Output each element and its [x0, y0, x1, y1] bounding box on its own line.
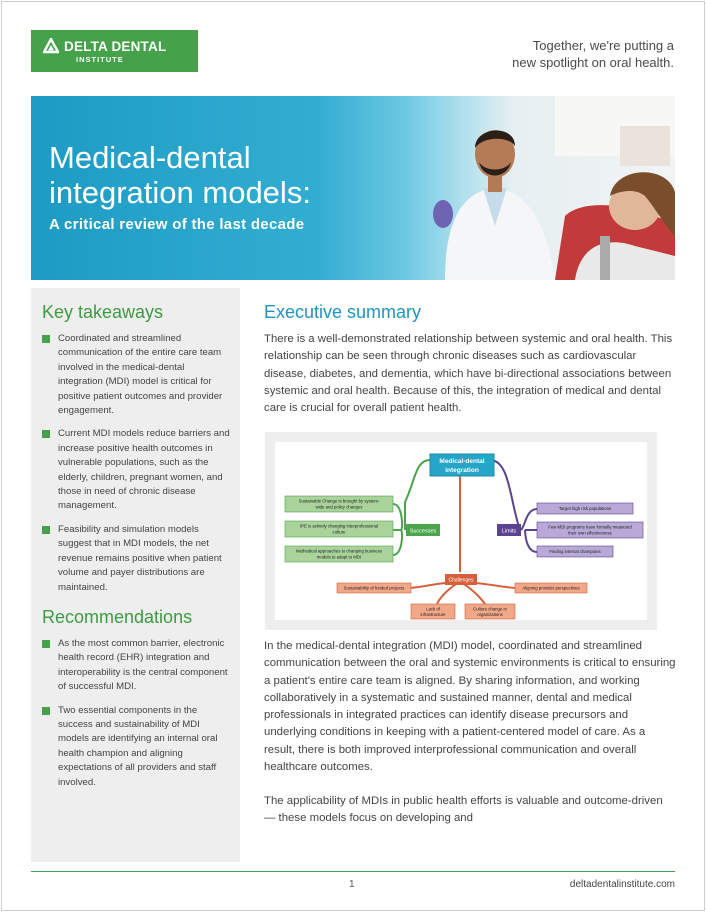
dentist-patient-photo — [405, 96, 675, 280]
logo-name: DELTA DENTAL — [64, 38, 167, 54]
recommendation-item: Two essential components in the success and sustainability of MDI models are identifying an internal oral health champion and aligning expectations of all providers and staff involved. — [42, 704, 230, 790]
footer-divider — [31, 871, 675, 872]
challenge-item-text: Aligning provider perspectives — [522, 585, 580, 591]
connector-challenge-items — [410, 582, 515, 604]
sidebar-panel — [31, 288, 240, 862]
success-item-text: Sustainable Change is brought by system- — [298, 498, 380, 504]
takeaway-item: Current MDI models reduce barriers and increase positive health outcomes in vulnerable populations, such as the elderly, children, pregnant women, and those in need of chronic disease management. — [42, 427, 230, 513]
limit-item-text: Finding internal champions — [549, 549, 601, 554]
banner-title — [49, 140, 429, 210]
recommendation-item: As the most common barrier, electronic health record (EHR) integration and interoperability is the central component of successful MDI. — [42, 637, 230, 695]
challenge-item-text: infrastructure — [420, 612, 446, 617]
delta-dental-logo[interactable] — [31, 30, 198, 72]
connector-success-items — [393, 504, 402, 555]
success-item-text: IPE is actively changing interprofessional — [299, 523, 379, 529]
recommendations-heading: Recommendations — [42, 606, 193, 627]
logo-subtitle: INSTITUTE — [76, 55, 124, 64]
connector-limit-items — [520, 509, 537, 552]
success-item-text: wide and policy changes — [315, 504, 363, 510]
executive-summary-heading: Executive summary — [264, 302, 422, 322]
banner-subtitle: A critical review of the last decade — [49, 216, 305, 233]
mind-map-canvas — [275, 442, 647, 620]
limit-item-text: their own effectiveness — [568, 530, 612, 536]
tagline-line-2: new spotlight on oral health. — [512, 55, 674, 70]
takeaway-item: Coordinated and streamlined communication of the entire care team involved in the medical-dental integration (MDI) model is critical for positive patient outcomes and provider engagement. — [42, 332, 230, 418]
executive-summary — [264, 302, 676, 417]
banner-title-line-1: Medical-dental — [49, 140, 251, 175]
banner-title-line-2: integration models: — [49, 175, 311, 210]
summary-paragraph-3: The applicability of MDIs in public health efforts is valuable and outcome-driven — these models focus on developing and — [264, 795, 663, 825]
success-item-text: culture — [332, 529, 346, 535]
limit-item-text: Few MDI programs have formally measured — [548, 524, 632, 530]
tagline — [434, 37, 674, 71]
page-number: 1 — [349, 879, 355, 890]
key-takeaways-heading: Key takeaways — [42, 302, 164, 322]
tagline-line-1: Together, we're putting a — [532, 38, 674, 53]
success-item-text: Methodical approaches to changing business — [296, 548, 382, 554]
limits-label: Limits — [501, 528, 517, 535]
successes-label: Successes — [409, 528, 437, 535]
center-node-label-2: integration — [445, 467, 479, 474]
limit-item-text: Target high risk populations — [558, 506, 612, 511]
challenge-item-text: Culture change in — [473, 606, 507, 612]
challenge-item-text: Sustainability of funded projects — [343, 585, 405, 591]
challenges-label: Challenges — [448, 577, 474, 584]
summary-paragraph-2: In the medical-dental integration (MDI) model, coordinated and streamlined communication between the oral and systemic environments is critical to ensuring a patient's entire care team is aligned. By sharing information, and working collaboratively in a systematic and sustained manner, dental and medical professionals in integrated practices can identify disease precursors and underlying conditions in keeping with a patient-centered model of care. As a result, there is both improved interprofessional communication and overall healthcare outcomes. — [264, 640, 676, 774]
takeaway-item: Feasibility and simulation models suggest that in MDI models, the net revenue remains positive when patient volume and payer distributions are maintained. — [42, 523, 230, 595]
hero-banner — [31, 96, 675, 280]
delta-triangle-icon — [43, 38, 59, 54]
center-node-label-1: Medical-dental — [439, 458, 485, 465]
success-item-text: models to adapt to MDI — [316, 554, 362, 560]
mdi-mind-map — [265, 432, 657, 630]
challenge-item-text: Lack of — [426, 606, 440, 612]
summary-paragraph-1: There is a well-demonstrated relationship between systemic and oral health. This relationship can be seen through chronic diseases such as cardiovascular disease, diabetes, and dementia, which have bi-directional associations between systemic and oral health. Because of this, the integration of medical and dental care is crucial for overall patient health. — [264, 333, 673, 415]
website-link[interactable]: deltadentalinstitute.com — [569, 879, 675, 890]
connector-successes — [405, 460, 430, 530]
challenge-item-text: organizations — [477, 612, 503, 617]
